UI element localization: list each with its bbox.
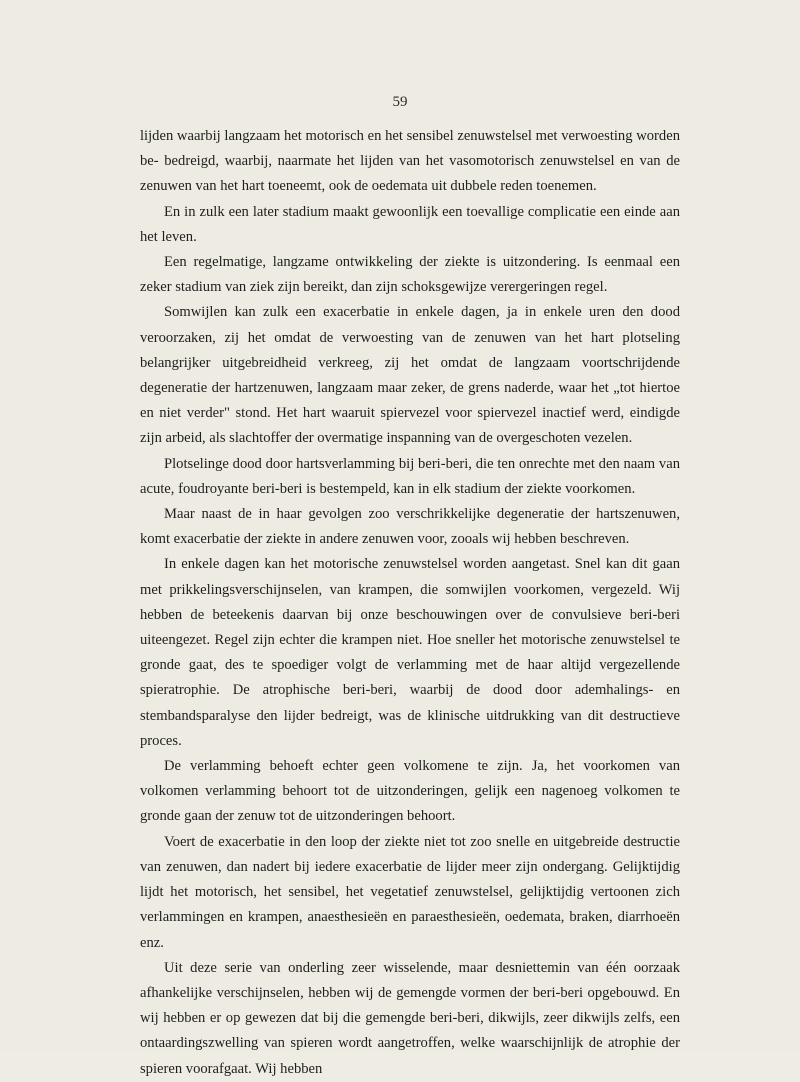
body-text bbox=[140, 124, 680, 1082]
paragraph-9: Voert de exacerbatie in den loop der ziekte niet tot zoo snelle en uitgebreide destructie van zenuwen, dan nadert bij iedere exacerbatie de lijder meer zijn ondergang. Gelijktijdig lijdt het motorisch, het sensibel, het vegetatief zenuwstelsel, gelijktijdig vertoonen zich verlammingen en krampen, anaesthesieën en paraesthesieën, oedemata, braken, diarrhoeën enz. bbox=[140, 833, 680, 951]
paragraph-1: lijden waarbij langzaam het motorisch en het sensibel zenuwstelsel met verwoesting worden be- bedreigd, waarbij, naarmate het lijden van het vasomotorisch zenuwstelsel en van de zenuwen van het hart toeneemt, ook de oedemata uit dubbele reden toenemen. bbox=[140, 128, 680, 195]
paragraph-10: Uit deze serie van onderling zeer wisselende, maar desniettemin van één oorzaak afhankelijke verschijnselen, hebben wij de gemengde vormen der beri-beri opgebouwd. En wij hebben er op gewezen dat bij die gemengde beri-beri, dikwijls, zeer dikwijls zelfs, een ontaardingszwelling van spieren wordt aangetroffen, welke waarschijnlijk de atrophie der spieren voorafgaat. Wij hebben bbox=[140, 959, 680, 1077]
paragraph-2: En in zulk een later stadium maakt gewoonlijk een toevallige complicatie een einde aan het leven. bbox=[140, 203, 680, 245]
paragraph-4: Somwijlen kan zulk een exacerbatie in enkele dagen, ja in enkele uren den dood veroorzaken, zij het omdat de verwoesting van de zenuwen van het hart plotseling belangrijker uitgebreidheid verkreeg, zij het omdat de langzaam voortschrijdende degeneratie der hartzenuwen, langzaam maar zeker, de grens naderde, waar het „tot hiertoe en niet verder" stond. Het hart waaruit spiervezel voor spiervezel inactief werd, eindigde zijn arbeid, als slachtoffer der overmatige inspanning van de overgeschoten vezelen. bbox=[140, 304, 680, 447]
paragraph-5: Plotselinge dood door hartsverlamming bij beri-beri, die ten onrechte met den naam van acute, foudroyante beri-beri is bestempeld, kan in elk stadium der ziekte voorkomen. bbox=[140, 455, 680, 497]
paragraph-7: In enkele dagen kan het motorische zenuwstelsel worden aangetast. Snel kan dit gaan met prikkelingsverschijnselen, van krampen, die somwijlen voorkomen, vergezeld. Wij hebben de beteekenis daarvan bij onze beschouwingen over de convulsieve beri-beri uiteengezet. Regel zijn echter die krampen niet. Hoe sneller het motorische zenuwstelsel te gronde gaat, des te spoediger volgt de verlamming met de haar altijd vergezellende spieratrophie. De atrophische beri-beri, waarbij de dood door ademhalings- en stembandsparalyse den lijder bedreigt, was de klinische uitdrukking van dit destructieve proces. bbox=[140, 556, 680, 749]
paragraph-6: Maar naast de in haar gevolgen zoo verschrikkelijke degeneratie der hartszenuwen, komt exacerbatie der ziekte in andere zenuwen voor, zooals wij hebben beschreven. bbox=[140, 506, 680, 548]
page-number: 59 bbox=[392, 94, 408, 110]
paragraph-8: De verlamming behoeft echter geen volkomene te zijn. Ja, het voorkomen van volkomen verlamming behoort tot de uitzonderingen, gelijk een nagenoeg volkomen te gronde gaan der zenuw tot de uitzonderingen behoort. bbox=[140, 758, 680, 825]
paragraph-3: Een regelmatige, langzame ontwikkeling der ziekte is uitzondering. Is eenmaal een zeker stadium van ziek zijn bereikt, dan zijn schoksgewijze verergeringen regel. bbox=[140, 254, 680, 296]
